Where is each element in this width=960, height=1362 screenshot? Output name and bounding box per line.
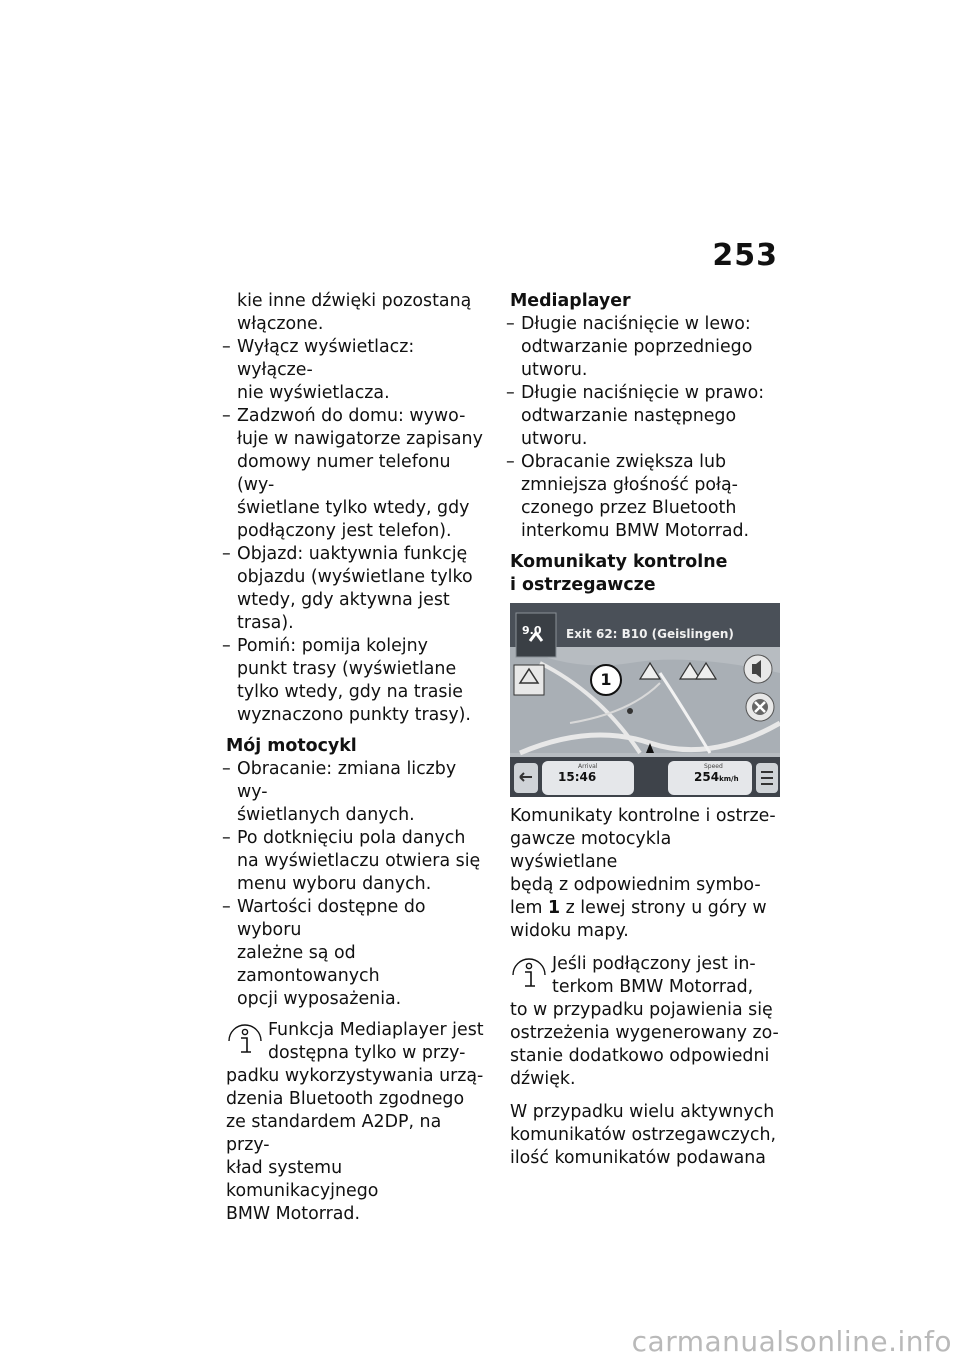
text-line: – Obracanie zwiększa lub xyxy=(521,452,727,472)
list-item xyxy=(510,313,782,382)
list-item xyxy=(226,543,488,635)
section-heading-mediaplayer: Mediaplayer xyxy=(510,291,631,311)
watermark-text: carmanualsonline.info xyxy=(631,1325,952,1358)
text-line: tylko wtedy, gdy na trasie xyxy=(237,682,464,702)
text-fragment: z lewej strony u góry w xyxy=(560,898,767,918)
text-line: będą z odpowiednim symbo- xyxy=(510,875,761,895)
callout-reference: 1 xyxy=(548,898,561,918)
text-line: – Po dotknięciu pola danych xyxy=(237,828,466,848)
motorcycle-list xyxy=(226,758,488,1011)
navigation-screenshot xyxy=(510,603,780,797)
text-line: – Wyłącz wyświetlacz: wyłącze- xyxy=(237,337,415,380)
text-line: wtedy, gdy aktywna jest xyxy=(237,590,450,610)
text-line: – Zadzwoń do domu: wywo- xyxy=(237,406,466,426)
section-heading-komunikaty xyxy=(510,551,782,597)
paragraph-warnings xyxy=(510,805,782,943)
text-line: – Pomiń: pomija kolejny xyxy=(237,636,428,656)
text-line: trasa). xyxy=(237,613,294,633)
callout-marker: 1 xyxy=(590,664,622,696)
list-item xyxy=(510,382,782,451)
left-column xyxy=(226,290,488,1236)
text-line: włączone. xyxy=(237,314,324,334)
text-line: interkomu BMW Motorrad. xyxy=(521,521,750,541)
text-line: objazdu (wyświetlane tylko xyxy=(237,567,473,587)
text-line: odtwarzanie poprzedniego xyxy=(521,337,753,357)
text-line: punkt trasy (wyświetlane xyxy=(237,659,457,679)
text-line: zmniejsza głośność połą- xyxy=(521,475,738,495)
list-item xyxy=(226,896,488,1011)
text-line: utworu. xyxy=(521,360,588,380)
text-line: zależne są od zamontowanych xyxy=(237,943,380,986)
text-line: – Obracanie: zmiana liczby wy- xyxy=(237,759,457,802)
text-line: łuje w nawigatorze zapisany xyxy=(237,429,483,449)
section-heading-moj-motocykl: Mój motocykl xyxy=(226,736,357,756)
arrival-time: 15:46 xyxy=(558,770,597,784)
text-line: Komunikaty kontrolne xyxy=(510,552,728,572)
distance-readout: 9.0 xyxy=(522,624,542,637)
text-line: podłączony jest telefon). xyxy=(237,521,452,541)
text-line xyxy=(510,897,782,920)
text-line: dźwięk. xyxy=(510,1069,576,1089)
text-line: nie wyświetlacza. xyxy=(237,383,390,403)
text-line: domowy numer telefonu (wy- xyxy=(237,452,451,495)
arrival-label: Arrival xyxy=(578,763,598,770)
text-line: odtwarzanie następnego xyxy=(521,406,737,426)
text-line: terkom BMW Motorrad, xyxy=(552,977,754,997)
text-line: wyznaczono punkty trasy). xyxy=(237,705,471,725)
text-line: menu wyboru danych. xyxy=(237,874,432,894)
text-line: W przypadku wielu aktywnych xyxy=(510,1102,775,1122)
text-line: – Długie naciśnięcie w prawo: xyxy=(521,383,765,403)
text-line: utworu. xyxy=(521,429,588,449)
text-line: – Wartości dostępne do wyboru xyxy=(237,897,426,940)
text-line: BMW Motorrad. xyxy=(226,1204,360,1224)
info-icon xyxy=(510,955,548,991)
text-line: padku wykorzystywania urzą- xyxy=(226,1066,484,1086)
text-line: kie inne dźwięki pozostaną xyxy=(237,291,472,311)
continuation-text xyxy=(226,290,488,336)
speed-readout xyxy=(694,766,739,791)
text-line: widoku mapy. xyxy=(510,921,629,941)
text-line: – Objazd: uaktywnia funkcję xyxy=(237,544,468,564)
info-note xyxy=(226,1019,488,1226)
list-item xyxy=(226,635,488,727)
list-item xyxy=(226,827,488,896)
text-line: kład systemu komunikacyjnego xyxy=(226,1158,379,1201)
speed-label: Speed xyxy=(704,763,723,770)
paragraph-multiple-warnings xyxy=(510,1101,782,1170)
text-line: opcji wyposażenia. xyxy=(237,989,402,1009)
list-item xyxy=(226,405,488,543)
text-line: stanie dodatkowo odpowiedni xyxy=(510,1046,770,1066)
page-number: 253 xyxy=(712,238,778,273)
speed-unit: km/h xyxy=(719,775,739,783)
text-fragment: lem xyxy=(510,898,548,918)
text-line: – Długie naciśnięcie w lewo: xyxy=(521,314,751,334)
speed-value: 254 xyxy=(694,770,720,784)
text-line: świetlanych danych. xyxy=(237,805,415,825)
text-line: Funkcja Mediaplayer jest xyxy=(268,1020,484,1040)
text-line: to w przypadku pojawienia się xyxy=(510,1000,773,1020)
text-line: Jeśli podłączony jest in- xyxy=(552,954,756,974)
list-item xyxy=(226,758,488,827)
right-column xyxy=(510,290,782,1180)
text-line: ostrzeżenia wygenerowany zo- xyxy=(510,1023,779,1043)
text-line: na wyświetlaczu otwiera się xyxy=(237,851,481,871)
text-line: ilość komunikatów podawana xyxy=(510,1148,766,1168)
text-line: komunikatów ostrzegawczych, xyxy=(510,1125,777,1145)
text-line: gawcze motocykla wyświetlane xyxy=(510,829,672,872)
mediaplayer-list xyxy=(510,313,782,543)
text-line: czonego przez Bluetooth xyxy=(521,498,737,518)
text-line: Komunikaty kontrolne i ostrze- xyxy=(510,806,776,826)
list-item xyxy=(510,451,782,543)
text-line: świetlane tylko wtedy, gdy xyxy=(237,498,470,518)
text-line: i ostrzegawcze xyxy=(510,575,656,595)
info-note xyxy=(510,953,782,1091)
text-line: dostępna tylko w przy- xyxy=(268,1043,466,1063)
info-icon xyxy=(226,1021,264,1057)
text-line: ze standardem A2DP, na przy- xyxy=(226,1112,442,1155)
function-list xyxy=(226,336,488,727)
list-item xyxy=(226,336,488,405)
exit-text: Exit 62: B10 (Geislingen) xyxy=(566,627,734,641)
text-line: dzenia Bluetooth zgodnego xyxy=(226,1089,465,1109)
